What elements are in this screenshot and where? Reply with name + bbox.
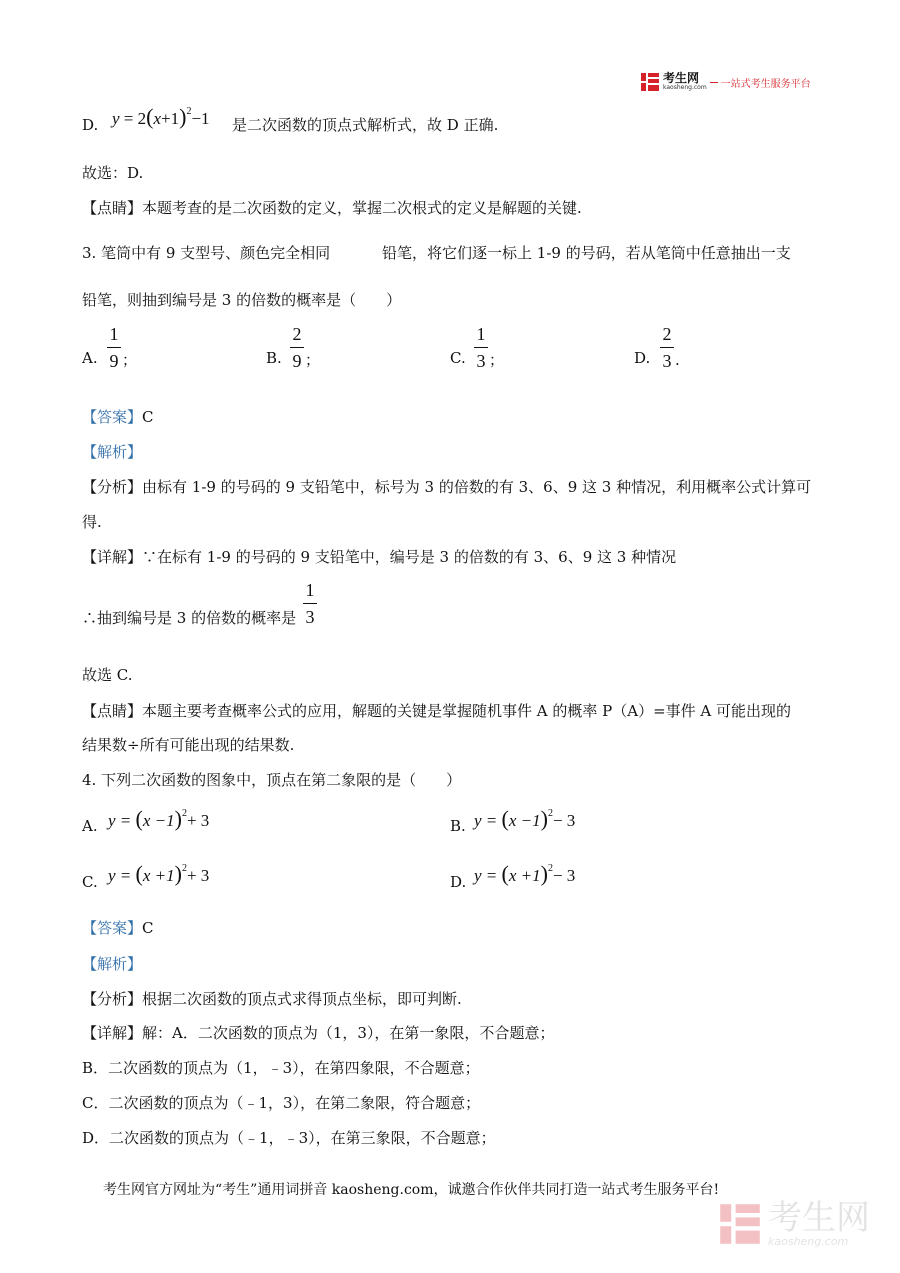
dianjing-text: 本题考查的是二次函数的定义，掌握二次根式的定义是解题的关键.	[142, 199, 582, 217]
answer-label: 【答案】	[82, 919, 143, 937]
xiangjie-text: 解：A．二次函数的顶点为（1，3），在第一象限，不合题意；	[142, 1024, 555, 1042]
logo-cn-text: 考生网	[663, 71, 700, 85]
header-logo	[640, 72, 811, 92]
question-4: 4. 下列二次函数的图象中，顶点在第二象限的是（ ）	[82, 771, 462, 789]
q3-option-b-fraction: 2 9	[290, 324, 304, 371]
q3-option-a-prefix: A.	[82, 349, 98, 367]
question-3-line2: 铅笔，则抽到编号是 3 的倍数的概率是（ ）	[82, 291, 402, 309]
answer-3	[82, 407, 154, 427]
dianjing-label: 【点睛】	[82, 702, 143, 720]
fenxi-label: 【分析】	[82, 478, 143, 496]
q3-option-d-fraction: 2 3	[660, 324, 674, 371]
dianjing-3-cont: 结果数÷所有可能出现的结果数.	[82, 736, 295, 754]
fenxi-3	[82, 477, 811, 497]
kaosheng-logo-icon	[640, 72, 660, 92]
q3-option-b-prefix: B.	[266, 349, 282, 367]
analysis-3-label: 【解析】	[82, 443, 143, 461]
option-d-prefix: D.	[82, 116, 99, 134]
answer-value: C	[142, 919, 154, 937]
answer-value: C	[142, 408, 154, 426]
option-d-formula: $y = 2(x+1)^2-1$	[112, 104, 210, 129]
q3-option-a-sep: ；	[122, 351, 138, 369]
q3-option-b-sep: ；	[305, 351, 321, 369]
answer-choice-3: 故选 C.	[82, 666, 133, 684]
question-3-part1: 3. 笔筒中有 9 支型号、颜色完全相同	[82, 244, 331, 262]
header-slogan: 一站式考生服务平台	[720, 78, 811, 90]
dianjing-label: 【点睛】	[82, 199, 143, 217]
fenxi-text: 由标有 1-9 的号码的 9 支铅笔中，标号为 3 的倍数的有 3、6、9 这 3 种情况，利用概率公式计算可	[142, 478, 812, 496]
fenxi-4	[82, 989, 462, 1009]
q4-option-c-formula: $y = (x +1)^2+ 3$	[108, 861, 210, 886]
analysis-4-label: 【解析】	[82, 955, 143, 973]
q3-option-a-fraction: 1 9	[107, 324, 121, 371]
watermark	[718, 1200, 870, 1248]
q3-option-c-prefix: C.	[450, 349, 466, 367]
q3-option-c-fraction: 1 3	[474, 324, 488, 371]
option-d-explanation: 是二次函数的顶点式解析式，故 D 正确.	[232, 116, 499, 134]
fenxi-label: 【分析】	[82, 990, 143, 1008]
fenxi-text: 根据二次函数的顶点式求得顶点坐标，即可判断.	[142, 990, 462, 1008]
xiangjie-3	[82, 547, 676, 567]
q4-option-d-formula: $y = (x +1)^2- 3$	[474, 861, 576, 886]
detail-4-b: B．二次函数的顶点为（1，﹣3），在第四象限，不合题意；	[82, 1059, 480, 1077]
q4-option-a-prefix: A.	[82, 817, 98, 835]
answer-choice-1: 故选：D.	[82, 164, 144, 182]
logo-domain-text: kaosheng.com	[663, 84, 707, 91]
fenxi-3-cont: 得.	[82, 513, 102, 531]
q3-option-c-sep: ；	[489, 351, 505, 369]
xiangjie-4	[82, 1023, 554, 1043]
q4-option-d-prefix: D.	[450, 873, 467, 891]
therefore-3: ∴抽到编号是 3 的倍数的概率是	[82, 609, 297, 627]
header-divider	[710, 82, 718, 83]
detail-4-d: D．二次函数的顶点为（﹣1，﹣3），在第三象限，不合题意；	[82, 1129, 496, 1147]
watermark-logo-icon	[718, 1202, 762, 1246]
watermark-cn: 考生网	[768, 1198, 870, 1238]
q4-option-b-formula: $y = (x -1)^2- 3$	[474, 806, 576, 831]
q4-option-c-prefix: C.	[82, 873, 98, 891]
xiangjie-label: 【详解】	[82, 548, 143, 566]
therefore-3-fraction: 1 3	[303, 580, 317, 627]
dianjing-text: 本题主要考查概率公式的应用，解题的关键是掌握随机事件 A 的概率 P（A）=事件 A 可能出现的	[142, 702, 792, 720]
q3-option-d-prefix: D.	[634, 349, 651, 367]
answer-4	[82, 918, 154, 938]
q3-option-d-sep: .	[675, 351, 680, 369]
dianjing-3	[82, 701, 791, 721]
answer-label: 【答案】	[82, 408, 143, 426]
detail-4-c: C．二次函数的顶点为（﹣1，3），在第二象限，符合题意；	[82, 1094, 481, 1112]
dianjing-1	[82, 198, 582, 218]
q4-option-b-prefix: B.	[450, 817, 466, 835]
watermark-domain: kaosheng.com	[768, 1235, 849, 1248]
xiangjie-label: 【详解】	[82, 1024, 143, 1042]
xiangjie-text: ∵在标有 1-9 的号码的 9 支铅笔中，编号是 3 的倍数的有 3、6、9 这 3 种情况	[142, 548, 677, 566]
footer-text: 考生网官方网址为“考生”通用词拼音 kaosheng.com，诚邀合作伙伴共同打造一站式考生服务平台!	[103, 1182, 720, 1198]
question-3-part2: 铅笔，将它们逐一标上 1-9 的号码，若从笔筒中任意抽出一支	[382, 244, 791, 262]
q4-option-a-formula: $y = (x -1)^2+ 3$	[108, 806, 210, 831]
